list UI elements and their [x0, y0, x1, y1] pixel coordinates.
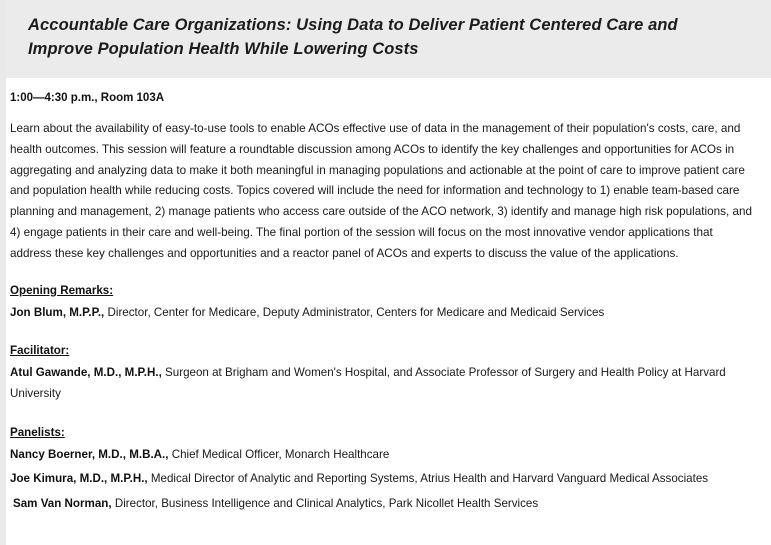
section-heading-opening-remarks: Opening Remarks: [10, 283, 114, 297]
list-item [10, 363, 753, 404]
page-title: Accountable Care Organizations: Using Data to Deliver Patient Centered Care and Improve Population Health While Lowering Costs [28, 16, 678, 58]
section-facilitator [10, 341, 753, 404]
person-name: Nancy Boerner, M.D., M.B.A., [10, 447, 169, 461]
person-affiliation: Surgeon at Brigham and Women's Hospital, and Associate Professor of Surgery and Health Policy at Harvard University [10, 366, 726, 401]
session-title-banner [6, 0, 771, 78]
person-name: Joe Kimura, M.D., M.P.H., [10, 472, 148, 486]
section-heading-facilitator: Facilitator: [10, 344, 70, 358]
section-panelists [10, 423, 753, 515]
list-item [10, 494, 753, 515]
person-affiliation: Director, Business Intelligence and Clinical Analytics, Park Nicollet Health Services [111, 496, 539, 510]
list-item [10, 445, 753, 466]
person-name: Jon Blum, M.P.P., [10, 305, 105, 319]
section-heading-panelists: Panelists: [10, 425, 65, 439]
person-affiliation: Medical Director of Analytic and Reporting Systems, Atrius Health and Harvard Vanguard Medical Associates [147, 472, 709, 486]
session-body [6, 92, 771, 519]
list-item [10, 469, 753, 490]
section-opening-remarks [10, 281, 753, 324]
person-affiliation: Director, Center for Medicare, Deputy Administrator, Centers for Medicare and Medicaid Services [104, 305, 605, 319]
person-affiliation: Chief Medical Officer, Monarch Healthcare [168, 447, 390, 461]
person-name: Atul Gawande, M.D., M.P.H., [10, 366, 162, 380]
session-abstract: Learn about the availability of easy-to-use tools to enable ACOs effective use of data in the management of their population's costs, care, and health outcomes. This session will feature a roundtable discussion among ACOs to identify the key challenges and opportunities for ACOs in aggregating and analyzing data to make it both meaningful in managing populations and actionable at the point of care to improve patient care and population health while reducing costs. Topics covered will include the need for information and technology to 1) enable team-based care planning and management, 2) manage patients who access care outside of the ACO network, 3) identify and manage high risk populations, and 4) engage patients in their care and well-being. The final portion of the session will focus on the most innovative vendor applications that address these key challenges and opportunities and a reactor panel of ACOs and experts to discuss the value of the applications. [10, 122, 752, 260]
person-name: Sam Van Norman, [13, 496, 112, 510]
session-time-location: 1:00—4:30 p.m., Room 103A [10, 92, 165, 104]
list-item [10, 303, 753, 324]
